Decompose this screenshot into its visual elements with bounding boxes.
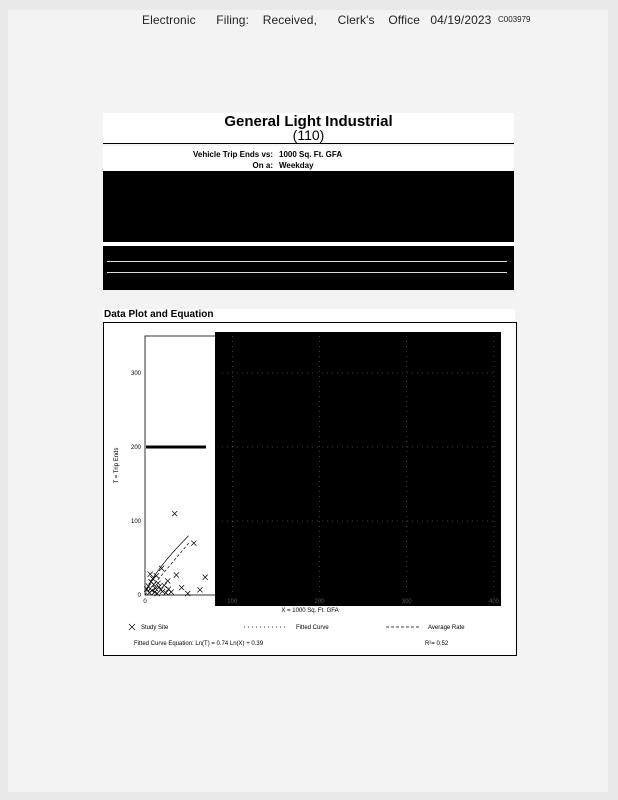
meta-label-1: Vehicle Trip Ends vs: — [192, 150, 273, 159]
legend-label-study-site: Study Site — [141, 625, 169, 631]
r-squared: R²= 0.52 — [425, 641, 449, 647]
legend-label-fitted: Fitted Curve — [296, 625, 329, 631]
y-tick-3: 300 — [130, 371, 141, 377]
y-tick-1: 100 — [130, 519, 141, 525]
y-tick-2: 200 — [130, 445, 141, 451]
legend-marker-study-site — [129, 624, 135, 630]
x-tick-1: 100 — [227, 599, 238, 605]
meta-label-2: On a: — [252, 161, 273, 170]
land-use-code: (110) — [292, 127, 325, 143]
filing-text: Electronic Filing: Received, Clerk's Office 04/19/2023 — [142, 13, 492, 27]
land-use-title: General Light Industrial — [224, 113, 393, 130]
fitted-equation: Fitted Curve Equation: Ln(T) = 0.74 Ln(X) + 0.39 — [134, 641, 264, 647]
meta-value-2: Weekday — [279, 161, 314, 170]
x-tick-4: 400 — [488, 599, 500, 605]
filing-code: C003979 — [498, 15, 531, 24]
meta-value-1: 1000 Sq. Ft. GFA — [279, 150, 343, 159]
y-axis-label: T = Trip Ends — [114, 447, 120, 484]
x-tick-3: 300 — [401, 599, 412, 605]
section-title: Data Plot and Equation — [103, 309, 515, 322]
y-tick-0: 0 — [137, 593, 141, 599]
x-tick-0: 0 — [143, 599, 147, 605]
legend-label-average: Average Rate — [428, 625, 465, 631]
x-axis-label: X = 1000 Sq. Ft. GFA — [281, 608, 339, 614]
x-tick-2: 200 — [314, 599, 325, 605]
